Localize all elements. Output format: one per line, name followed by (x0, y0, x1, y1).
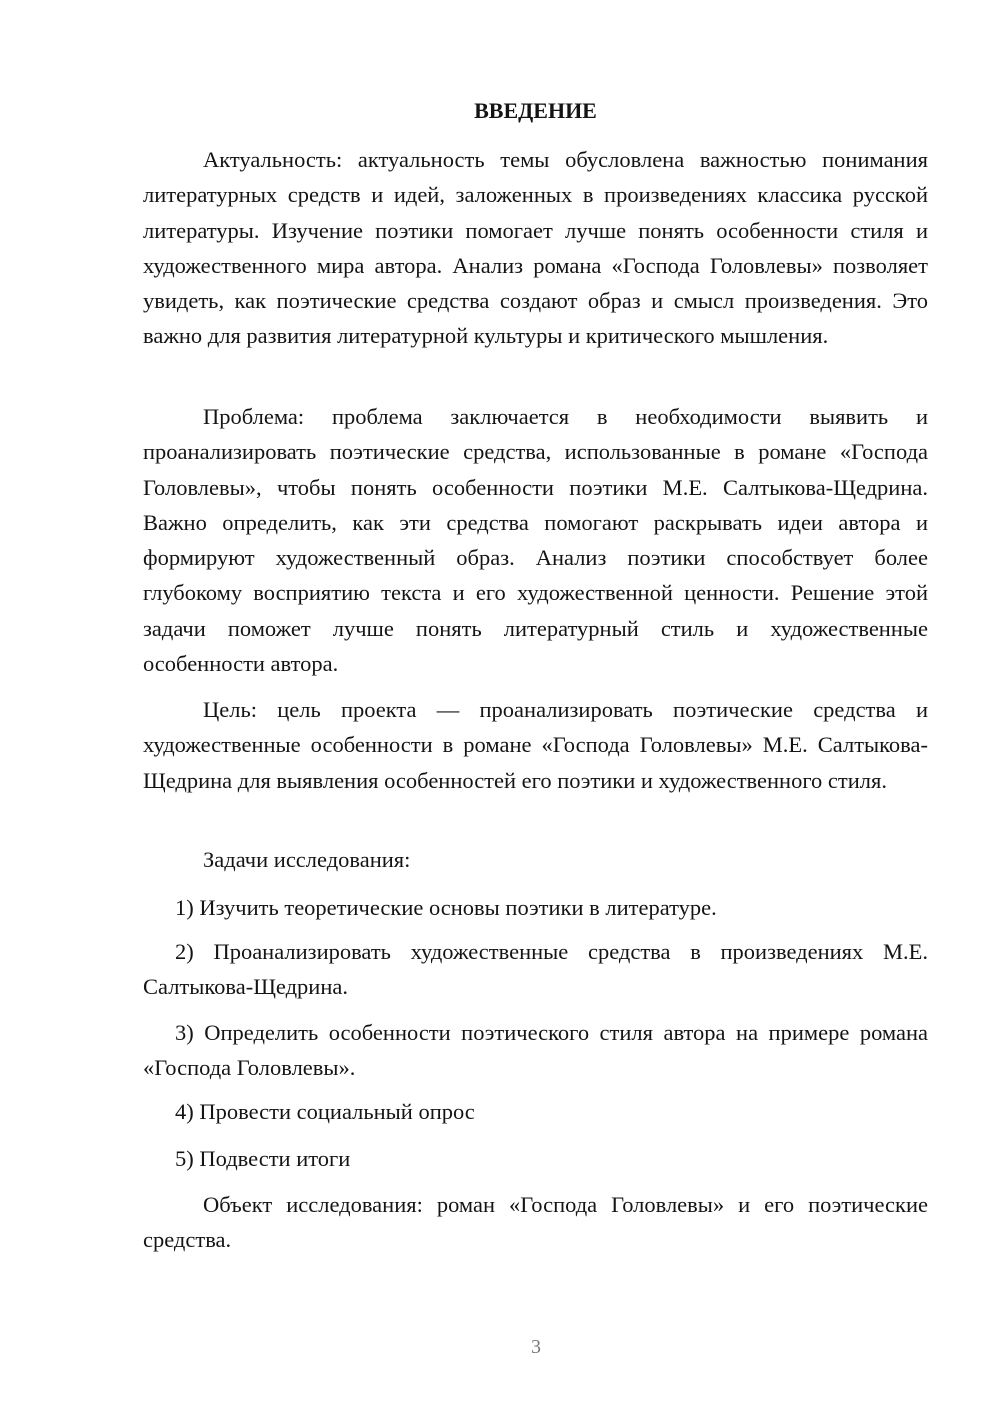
task-item-5: 5) Подвести итоги (175, 1146, 351, 1171)
paragraph-object: Объект исследования: роман «Господа Головлевы» и его поэтические средства. (143, 1192, 928, 1253)
task-item-4: 4) Провести социальный опрос (175, 1099, 475, 1124)
task-item-1: 1) Изучить теоретические основы поэтики в литературе. (175, 895, 717, 920)
paragraph-relevance: Актуальность: актуальность темы обусловлена важностью понимания литературных средств и идей, заложенных в произведениях классика русской литературы. Изучение поэтики помогает лучше понять особенности стиля и художественного мира автора. Анализ романа «Господа Головлевы» позволяет увидеть, как поэтические средства создают образ и смысл произведения. Это важно для развития литературной культуры и критического мышления. (143, 147, 928, 349)
page-title: ВВЕДЕНИЕ (474, 98, 597, 123)
tasks-heading: Задачи исследования: (203, 847, 411, 872)
page-number: 3 (531, 1336, 541, 1358)
paragraph-problem: Проблема: проблема заключается в необходимости выявить и проанализировать поэтические средства, использованные в романе «Господа Головлевы», чтобы понять особенности поэтики М.Е. Салтыкова-Щедрина. Важно определить, как эти средства помогают раскрывать идеи автора и формируют художественный образ. Анализ поэтики способствует более глубокому восприятию текста и его художественной ценности. Решение этой задачи поможет лучше понять литературный стиль и художественные особенности автора. (143, 404, 928, 677)
task-item-2: 2) Проанализировать художественные средства в произведениях М.Е. Салтыкова-Щедрина. (143, 939, 928, 1000)
task-item-3: 3) Определить особенности поэтического стиля автора на примере романа «Господа Головлевы». (143, 1020, 928, 1081)
paragraph-goal: Цель: цель проекта — проанализировать поэтические средства и художественные особенности в романе «Господа Головлевы» М.Е. Салтыкова-Щедрина для выявления особенностей его поэтики и художественного стиля. (143, 697, 928, 793)
